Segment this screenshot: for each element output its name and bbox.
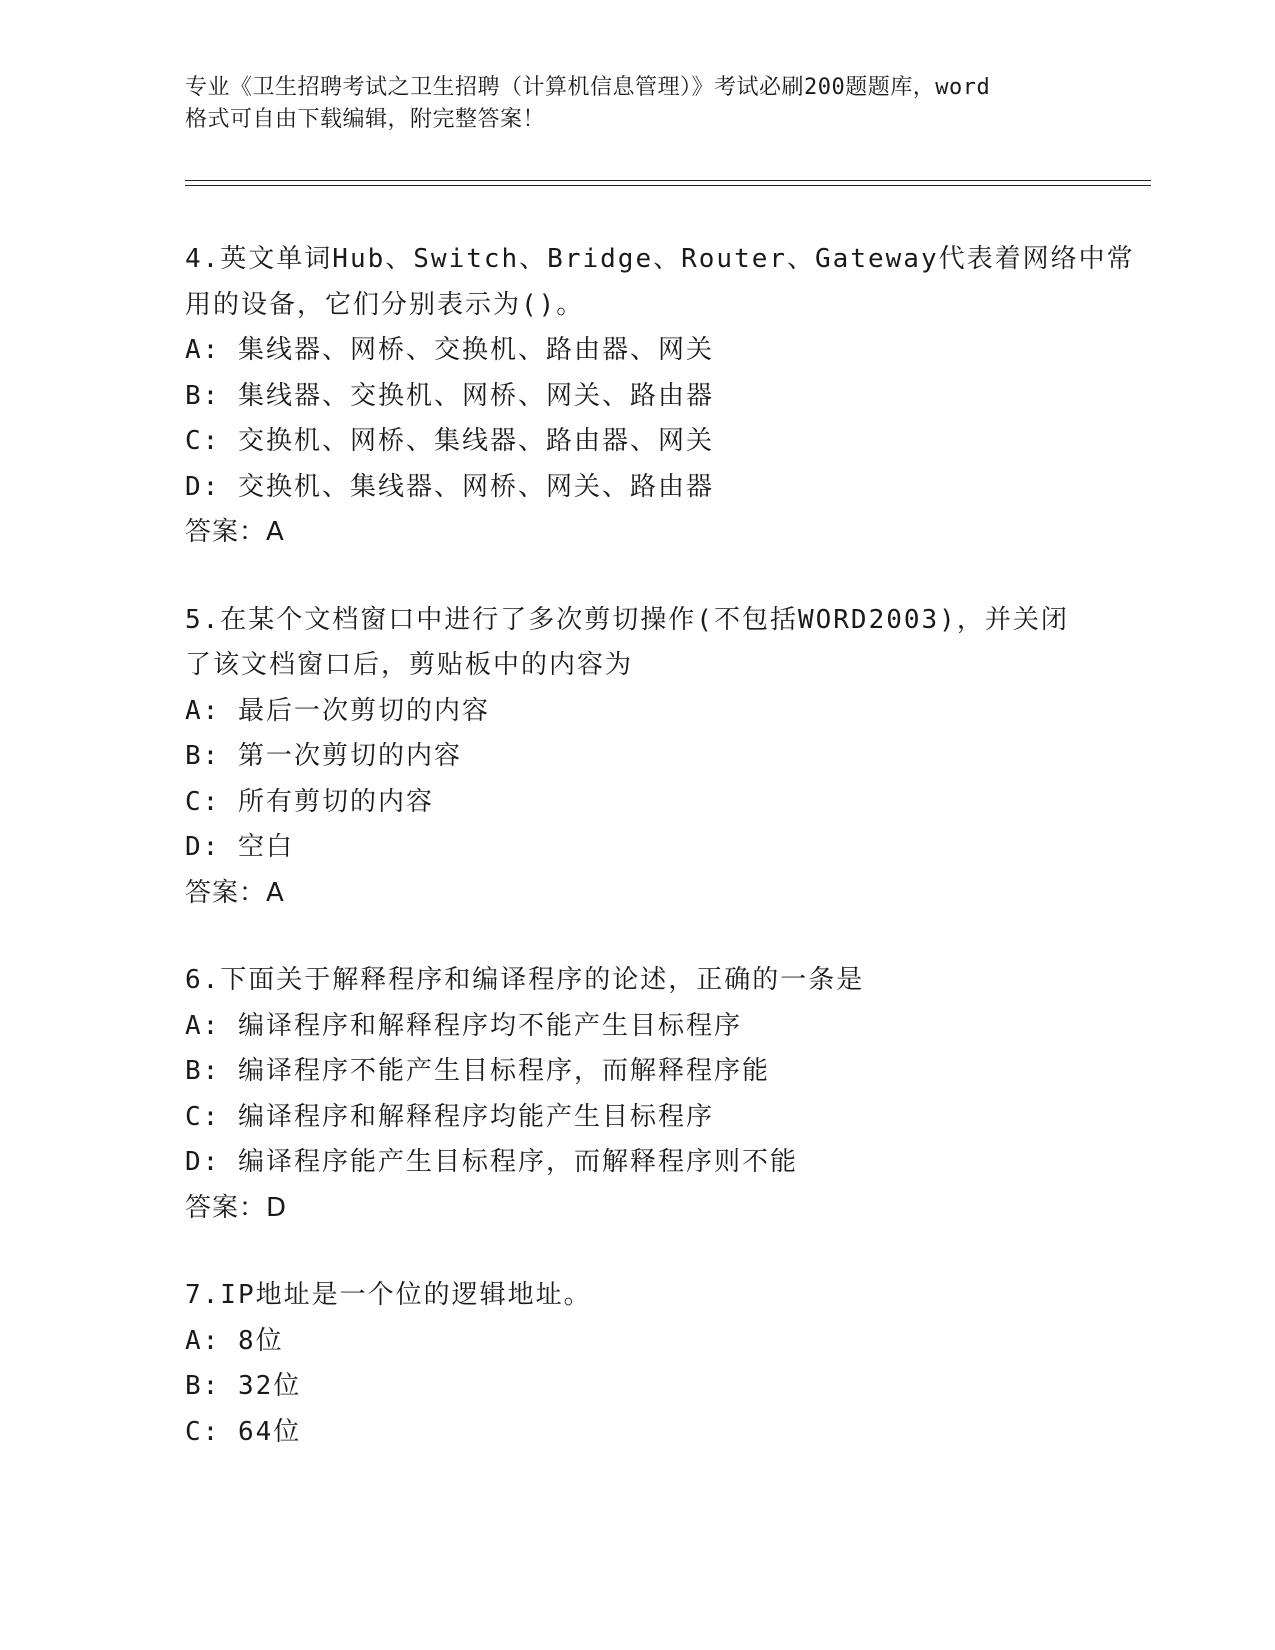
question-text: 了该文档窗口后，剪贴板中的内容为	[185, 650, 634, 680]
option-d: D: 空白	[185, 832, 294, 862]
answer-text: 答案：D	[185, 1192, 288, 1223]
header-divider-bottom	[185, 185, 1151, 186]
answer-text: 答案：A	[185, 517, 285, 547]
question-7	[185, 1273, 1145, 1455]
question-5	[185, 598, 1145, 917]
header-title-line-2: 格式可自由下载编辑，附完整答案！	[185, 107, 546, 132]
document-header	[185, 72, 1105, 136]
option-b: B: 编译程序不能产生目标程序，而解释程序能	[185, 1056, 770, 1086]
option-c: C: 编译程序和解释程序均能产生目标程序	[185, 1101, 714, 1132]
question-text: 7.IP地址是一个位的逻辑地址。	[185, 1280, 592, 1310]
option-c: C: 所有剪切的内容	[185, 786, 434, 817]
question-list	[185, 237, 1145, 1497]
question-text: 用的设备，它们分别表示为()。	[185, 289, 585, 320]
option-a: A: 8位	[185, 1325, 284, 1356]
option-c: C: 64位	[185, 1416, 302, 1447]
header-title-line-1: 专业《卫生招聘考试之卫生招聘（计算机信息管理）》考试必刷200题题库，word	[185, 75, 991, 100]
question-text: 5.在某个文档窗口中进行了多次剪切操作(不包括WORD2003)，并关闭	[185, 604, 1069, 635]
question-text: 6.下面关于解释程序和编译程序的论述，正确的一条是	[185, 965, 865, 995]
option-a: A: 集线器、网桥、交换机、路由器、网关	[185, 335, 714, 365]
question-4	[185, 237, 1145, 556]
question-text: 4.英文单词Hub、Switch、Bridge、Router、Gateway代表着网络中常	[185, 244, 1135, 274]
option-b: B: 集线器、交换机、网桥、网关、路由器	[185, 380, 714, 411]
option-b: B: 32位	[185, 1371, 302, 1401]
option-d: D: 交换机、集线器、网桥、网关、路由器	[185, 471, 714, 502]
option-a: A: 最后一次剪切的内容	[185, 695, 490, 726]
question-6	[185, 958, 1145, 1231]
option-d: D: 编译程序能产生目标程序，而解释程序则不能	[185, 1147, 798, 1177]
option-c: C: 交换机、网桥、集线器、路由器、网关	[185, 426, 714, 456]
header-divider-top	[185, 180, 1151, 181]
option-a: A: 编译程序和解释程序均不能产生目标程序	[185, 1010, 742, 1041]
answer-text: 答案：A	[185, 877, 285, 908]
option-b: B: 第一次剪切的内容	[185, 741, 462, 771]
